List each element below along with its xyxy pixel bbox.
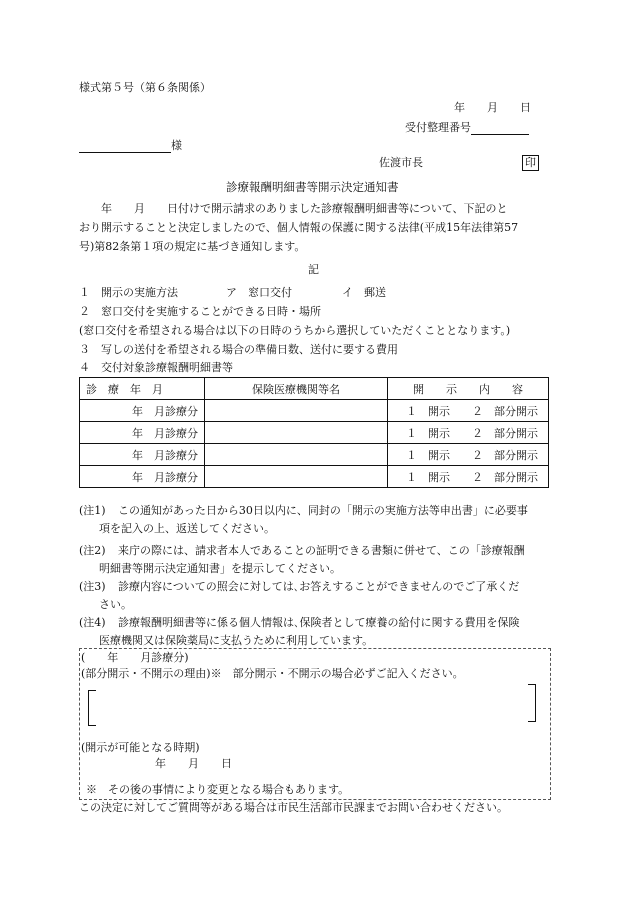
table-row — [80, 444, 549, 466]
seal-stamp: 印 — [522, 155, 539, 171]
addressee-blank — [79, 140, 171, 153]
addressee-suffix: 様 — [171, 139, 182, 152]
table-row — [80, 422, 549, 444]
left-bracket-icon — [88, 690, 96, 726]
cell-period: 年 月診療分 — [80, 444, 205, 466]
note-3-line-1: 診療内容についての照会に対しては､お答えすることができませんのでご了承くだ — [118, 580, 520, 593]
cell-period: 年 月診療分 — [80, 422, 205, 444]
receipt-number-label: 受付整理番号 — [405, 121, 471, 134]
cell-period: 年 月診療分 — [80, 466, 205, 488]
item-2: ２ 窓口交付を実施することができる日時・場所 — [79, 305, 321, 318]
cell-content: １ 開示 ２ 部分開示 — [388, 444, 549, 466]
note-1-label: (注1) — [79, 504, 106, 517]
issue-date: 年 月 日 — [454, 101, 531, 114]
cell-content: １ 開示 ２ 部分開示 — [388, 422, 549, 444]
issuer: 佐渡市長 — [379, 156, 423, 169]
intro-line-3: 号)第82条第１項の規定に基づき通知します。 — [79, 240, 306, 253]
cell-period: 年 月診療分 — [80, 400, 205, 422]
addressee — [79, 139, 182, 153]
box-reason-label: (部分開示・不開示の理由)※ 部分開示・不開示の場合必ずご記入ください。 — [81, 667, 464, 680]
cell-institution — [205, 400, 388, 422]
cell-institution — [205, 422, 388, 444]
note-2-label: (注2) — [79, 544, 106, 557]
note-1-line-1: この通知があった日から30日以内に、同封の「開示の実施方法等申出書」に必要事 — [118, 504, 528, 517]
column-header-institution: 保険医療機関等名 — [205, 378, 388, 400]
cell-content: １ 開示 ２ 部分開示 — [388, 400, 549, 422]
note-4-line-2: 医療機関又は保険薬局に支払うために利用しています。 — [99, 634, 374, 647]
note-1-line-2: 項を記入の上、返送してください。 — [99, 522, 275, 535]
intro-line-1: 年 月 日付けで開示請求のありました診療報酬明細書等について、下記のと — [79, 202, 508, 215]
note-2-line-1: 来庁の際には、請求者本人であることの証明できる書類に併せて、この「診療報酬 — [118, 544, 525, 557]
note-4-label: (注4) — [79, 616, 106, 629]
form-number: 様式第５号（第６条関係） — [79, 81, 211, 94]
cell-content: １ 開示 ２ 部分開示 — [388, 466, 549, 488]
column-header-content: 開 示 内 容 — [388, 378, 549, 400]
box-timing-label: (開示が可能となる時期) — [81, 741, 200, 754]
item-2-note: (窓口交付を希望される場合は以下の日時のうちから選択していただくこととなります。) — [79, 324, 511, 337]
note-3-label: (注3) — [79, 580, 106, 593]
item-1-option-b: イ 郵送 — [342, 286, 386, 299]
item-1-label: １ 開示の実施方法 — [79, 286, 178, 299]
box-period: ( 年 月診療分) — [81, 651, 189, 664]
ki-heading: 記 — [308, 263, 319, 276]
receipt-number — [405, 121, 529, 135]
table-row — [80, 466, 549, 488]
intro-line-2: おり開示することと決定しましたので、個人情報の保護に関する法律(平成15年法律第57 — [79, 221, 519, 234]
cell-institution — [205, 466, 388, 488]
document-title: 診療報酬明細書等開示決定通知書 — [226, 180, 399, 194]
note-3-line-2: さい。 — [99, 598, 132, 611]
box-timing-date: 年 月 日 — [155, 757, 232, 770]
item-3: ３ 写しの送付を希望される場合の準備日数、送付に要する費用 — [79, 343, 398, 356]
item-4: ４ 交付対象診療報酬明細書等 — [79, 361, 233, 374]
right-bracket-icon — [528, 684, 536, 722]
table-header-row — [80, 378, 549, 400]
table-row — [80, 400, 549, 422]
note-2-line-2: 明細書等開示決定通知書」を提示してください。 — [99, 562, 341, 575]
cell-institution — [205, 444, 388, 466]
receipt-number-blank — [471, 122, 529, 135]
box-footnote: ※ その後の事情により変更となる場合もあります。 — [86, 783, 350, 796]
target-documents-table — [79, 377, 549, 488]
item-1-option-a: ア 窓口交付 — [226, 286, 292, 299]
footer-inquiry: この決定に対してご質問等がある場合は市民生活部市民課までお問い合わせください。 — [79, 801, 508, 814]
note-4-line-1: 診療報酬明細書等に係る個人情報は､保険者として療養の給付に関する費用を保険 — [118, 616, 520, 629]
column-header-period: 診 療 年 月 — [80, 378, 205, 400]
